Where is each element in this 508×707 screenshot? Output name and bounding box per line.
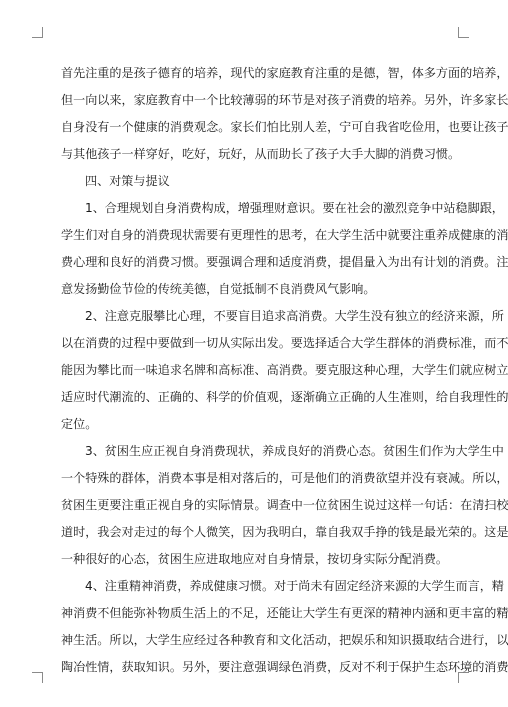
text-line: 一个特殊的群体，消费本事是相对落后的，可是他们的消费欲望并没有衰减。所以， bbox=[61, 471, 508, 485]
crop-mark-top-left bbox=[32, 27, 43, 38]
text-line: 学生们对自身的消费现状需要有更理性的思考，在大学生活中就要注重养成健康的消 bbox=[61, 228, 508, 242]
document-body bbox=[61, 60, 508, 681]
text-line: 神消费不但能弥补物质生活上的不足，还能让大学生有更深的精神内涵和更丰富的精 bbox=[61, 606, 508, 620]
text-line: 2、注意克服攀比心理，不要盲目追求高消费。大学生没有独立的经济来源，所 bbox=[85, 309, 504, 323]
text-line: 四、对策与提议 bbox=[85, 174, 170, 188]
text-line: 一种很好的心态，贫困生应进取地应对自身情景，按切身实际分配消费。 bbox=[61, 552, 449, 566]
text-line: 定位。 bbox=[61, 417, 98, 431]
text-line: 神生活。所以，大学生应经过各种教育和文化活动，把娱乐和知识摄取结合进行，以 bbox=[61, 633, 508, 647]
text-line: 陶冶性情，获取知识。另外，要注意强调绿色消费，反对不利于保护生态环境的消费 bbox=[61, 660, 508, 674]
text-line: 贫困生更要注重正视自身的实际情景。调查中一位贫困生说过这样一句话：在清扫校 bbox=[61, 498, 508, 512]
text-line: 意发扬勤俭节俭的传统美德，自觉抵制不良消费风气影响。 bbox=[61, 282, 376, 296]
text-line: 以在消费的过程中要做到一切从实际出发。要选择适合大学生群体的消费标准，而不 bbox=[61, 336, 508, 350]
crop-mark-top-right bbox=[458, 27, 469, 38]
text-line: 4、注重精神消费，养成健康习惯。对于尚未有固定经济来源的大学生而言，精 bbox=[85, 579, 504, 593]
text-line: 费心理和良好的消费习惯。要强调合理和适度消费，提倡量入为出有计划的消费。注 bbox=[61, 255, 508, 269]
text-line: 首先注重的是孩子德育的培养，现代的家庭教育注重的是德，智，体多方面的培养， bbox=[61, 66, 508, 80]
text-line: 3、贫困生应正视自身消费现状，养成良好的消费心态。贫困生们作为大学生中 bbox=[85, 444, 504, 458]
text-line: 适应时代潮流的、正确的、科学的价值观，逐渐确立正确的人生准则，给自我理性的 bbox=[61, 390, 508, 404]
crop-mark-bottom-left bbox=[32, 672, 43, 683]
text-line: 自身没有一个健康的消费观念。家长们怕比别人差，宁可自我省吃俭用，也要让孩子 bbox=[61, 120, 508, 134]
text-line: 能因为攀比而一味追求名牌和高标准、高消费。要克服这种心理，大学生们就应树立 bbox=[61, 363, 508, 377]
text-line: 与其他孩子一样穿好，吃好，玩好，从而助长了孩子大手大脚的消费习惯。 bbox=[61, 147, 461, 161]
text-line: 道时，我会对走过的每个人微笑，因为我明白，靠自我双手挣的钱是最光荣的。这是 bbox=[61, 525, 508, 539]
text-line: 但一向以来，家庭教育中一个比较薄弱的环节是对孩子消费的培养。另外，许多家长 bbox=[61, 93, 508, 107]
text-line: 1、合理规划自身消费构成，增强理财意识。要在社会的激烈竞争中站稳脚跟， bbox=[85, 201, 504, 215]
